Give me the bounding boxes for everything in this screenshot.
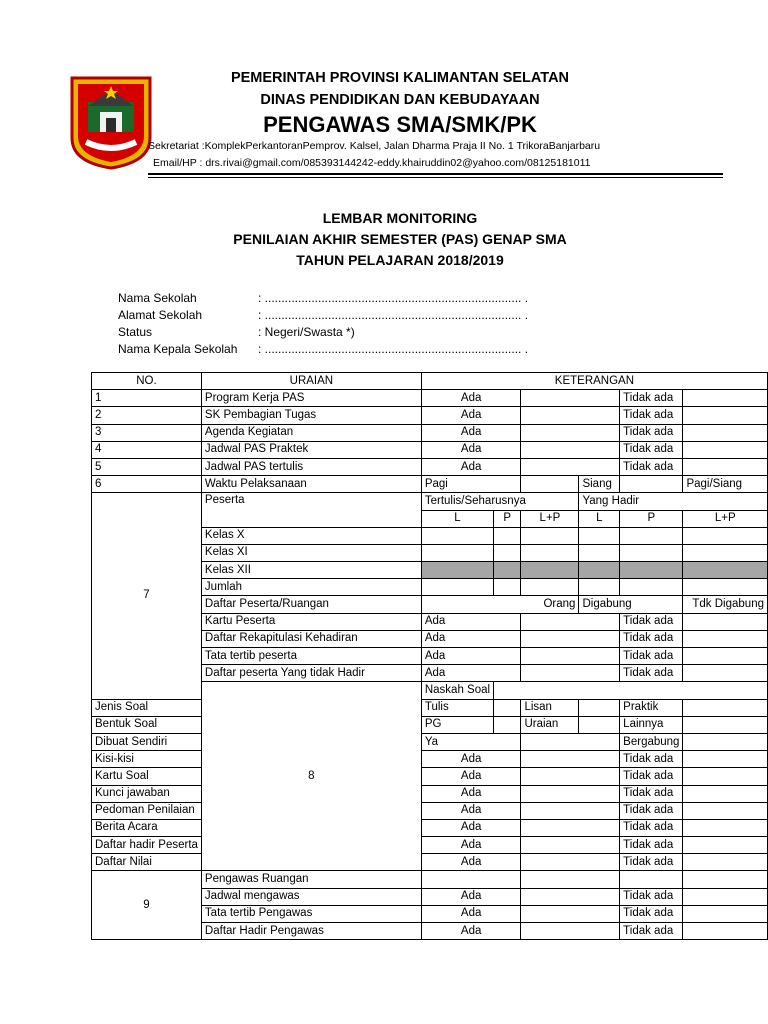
ada-cell: Ada (421, 751, 521, 768)
ada-cell: Ada (421, 905, 521, 922)
check-cell[interactable] (683, 837, 768, 854)
table-row (92, 819, 768, 836)
input-cell[interactable] (683, 527, 768, 544)
check-cell[interactable] (521, 751, 620, 768)
row-item: Kelas XI (201, 544, 421, 561)
info-row (118, 308, 528, 325)
table-row (92, 802, 768, 819)
row-item: SK Pembagian Tugas (201, 407, 421, 424)
praktik-cell: Praktik (620, 699, 683, 716)
row-item: Jadwal mengawas (201, 888, 421, 905)
ya-cell: Ya (421, 733, 521, 750)
check-cell[interactable] (521, 476, 579, 493)
tidak-ada-cell: Tidak ada (620, 458, 683, 475)
row-item: Berita Acara (92, 819, 202, 836)
tidak-ada-cell: Tidak ada (620, 390, 683, 407)
digabung-cell: Digabung (579, 596, 683, 613)
tidak-ada-cell: Tidak ada (620, 407, 683, 424)
row-no: 3 (92, 424, 202, 441)
row-no: 7 (92, 493, 202, 699)
tidak-ada-cell: Tidak ada (620, 768, 683, 785)
check-cell[interactable] (521, 785, 620, 802)
ada-cell: Ada (421, 819, 521, 836)
col-header-no: NO. (92, 373, 202, 390)
check-cell[interactable] (683, 648, 768, 665)
check-cell[interactable] (579, 699, 620, 716)
info-row (118, 325, 528, 342)
lp-header: L+P (683, 510, 768, 527)
check-cell[interactable] (521, 630, 620, 647)
table-row (92, 699, 768, 716)
table-row (92, 854, 768, 871)
tidak-ada-cell: Tidak ada (620, 819, 683, 836)
col-header-keterangan: KETERANGAN (421, 373, 767, 390)
row-item: Bentuk Soal (92, 716, 202, 733)
check-cell[interactable] (521, 648, 620, 665)
row-no: 5 (92, 458, 202, 475)
empty-cell (620, 871, 683, 888)
input-cell[interactable] (579, 579, 620, 596)
check-cell[interactable] (683, 751, 768, 768)
ada-cell: Ada (421, 458, 521, 475)
row-item: Program Kerja PAS (201, 390, 421, 407)
row-item: Jadwal PAS Praktek (201, 441, 421, 458)
tdk-digabung-cell: Tdk Digabung (683, 596, 768, 613)
check-cell[interactable] (683, 923, 768, 940)
monitoring-table (91, 372, 768, 940)
ada-cell: Ada (421, 390, 521, 407)
row-item: Jumlah (201, 579, 421, 596)
input-cell[interactable] (579, 527, 620, 544)
table-row (92, 441, 768, 458)
input-cell[interactable] (579, 544, 620, 561)
ada-cell: Ada (421, 441, 521, 458)
row-item: Daftar Nilai (92, 854, 202, 871)
row-item: Tata tertib peserta (201, 648, 421, 665)
input-cell[interactable] (620, 579, 683, 596)
disabled-cell (421, 562, 493, 579)
check-cell[interactable] (683, 390, 768, 407)
pagi-siang-cell: Pagi/Siang (683, 476, 768, 493)
tidak-ada-cell: Tidak ada (620, 923, 683, 940)
ada-cell: Ada (421, 802, 521, 819)
check-cell[interactable] (521, 390, 620, 407)
row-no: 2 (92, 407, 202, 424)
input-cell[interactable] (494, 579, 521, 596)
col-header-uraian: URAIAN (201, 373, 421, 390)
tidak-ada-cell: Tidak ada (620, 888, 683, 905)
check-cell[interactable] (521, 424, 620, 441)
table-row (92, 871, 768, 888)
row-item: Daftar Rekapitulasi Kehadiran (201, 630, 421, 647)
l-header: L (421, 510, 493, 527)
header-agency: DINAS PENDIDIKAN DAN KEBUDAYAAN (260, 92, 540, 108)
table-row (92, 837, 768, 854)
table-row (92, 716, 768, 733)
input-cell[interactable] (494, 544, 521, 561)
input-cell[interactable] (521, 527, 579, 544)
check-cell[interactable] (683, 802, 768, 819)
row-item: Jadwal PAS tertulis (201, 458, 421, 475)
doc-year: TAHUN PELAJARAN 2018/2019 (296, 252, 504, 268)
input-cell[interactable] (521, 544, 579, 561)
ada-cell: Ada (421, 665, 521, 682)
input-cell[interactable] (620, 527, 683, 544)
table-row (92, 751, 768, 768)
input-cell[interactable] (421, 579, 493, 596)
check-cell[interactable] (521, 458, 620, 475)
disabled-cell (494, 562, 521, 579)
check-cell[interactable] (521, 733, 620, 750)
row-no: 1 (92, 390, 202, 407)
row-item: Daftar Hadir Pengawas (201, 923, 421, 940)
row-item: Pengawas Ruangan (201, 871, 421, 888)
bergabung-cell: Bergabung (620, 733, 683, 750)
info-label: Nama Sekolah (118, 291, 197, 305)
row-item: Daftar peserta Yang tidak Hadir (201, 665, 421, 682)
school-info (118, 291, 528, 359)
check-cell[interactable] (683, 854, 768, 871)
doc-subtitle: PENILAIAN AKHIR SEMESTER (PAS) GENAP SMA (233, 231, 567, 247)
info-label: Alamat Sekolah (118, 308, 203, 322)
empty-cell (521, 871, 620, 888)
row-item: Waktu Pelaksanaan (201, 476, 421, 493)
row-item: Daftar hadir Peserta (92, 837, 202, 854)
row-no: 9 (92, 871, 202, 940)
table-row (92, 785, 768, 802)
row-item: Kartu Peserta (201, 613, 421, 630)
check-cell[interactable] (521, 613, 620, 630)
tidak-ada-cell: Tidak ada (620, 424, 683, 441)
tidak-ada-cell: Tidak ada (620, 630, 683, 647)
disabled-cell (521, 562, 579, 579)
empty-cell (421, 871, 521, 888)
input-cell[interactable] (521, 579, 579, 596)
check-cell[interactable] (683, 733, 768, 750)
tulis-cell: Tulis (421, 699, 493, 716)
check-cell[interactable] (683, 819, 768, 836)
row-item: Dibuat Sendiri (92, 733, 202, 750)
check-cell[interactable] (683, 768, 768, 785)
row-no: 4 (92, 441, 202, 458)
ada-cell: Ada (421, 613, 521, 630)
check-cell[interactable] (683, 699, 768, 716)
check-cell[interactable] (521, 837, 620, 854)
ada-cell: Ada (421, 888, 521, 905)
check-cell[interactable] (683, 630, 768, 647)
info-label: Nama Kepala Sekolah (118, 342, 238, 356)
row-item: Peserta (201, 493, 421, 527)
info-row (118, 291, 528, 308)
check-cell[interactable] (683, 785, 768, 802)
uraian-cell: Uraian (521, 716, 579, 733)
ada-cell: Ada (421, 837, 521, 854)
check-cell[interactable] (521, 923, 620, 940)
input-cell[interactable] (494, 527, 521, 544)
check-cell[interactable] (579, 716, 620, 733)
row-item: Kartu Soal (92, 768, 202, 785)
table-row (92, 476, 768, 493)
tidak-ada-cell: Tidak ada (620, 441, 683, 458)
tidak-ada-cell: Tidak ada (620, 785, 683, 802)
row-item: Tata tertib Pengawas (201, 905, 421, 922)
header-divider-thick (148, 173, 723, 175)
row-item: Kisi-kisi (92, 751, 202, 768)
check-cell[interactable] (494, 716, 521, 733)
ada-cell: Ada (421, 407, 521, 424)
lainnya-cell: Lainnya (620, 716, 683, 733)
ada-cell: Ada (421, 785, 521, 802)
table-row (92, 424, 768, 441)
ada-cell: Ada (421, 630, 521, 647)
header-government: PEMERINTAH PROVINSI KALIMANTAN SELATAN (230, 70, 570, 86)
info-value: : ............................................................................. . (258, 308, 529, 322)
check-cell[interactable] (494, 699, 521, 716)
check-cell[interactable] (521, 441, 620, 458)
table-row (92, 390, 768, 407)
tidak-ada-cell: Tidak ada (620, 905, 683, 922)
tidak-ada-cell: Tidak ada (620, 751, 683, 768)
info-value: : ............................................................................. . (258, 291, 529, 305)
check-cell[interactable] (521, 888, 620, 905)
empty-cell (683, 871, 768, 888)
table-row (92, 407, 768, 424)
pg-cell: PG (421, 716, 493, 733)
row-no: 6 (92, 476, 202, 493)
check-cell[interactable] (683, 888, 768, 905)
table-row (92, 733, 768, 750)
tidak-ada-cell: Tidak ada (620, 802, 683, 819)
table-row (92, 493, 768, 510)
empty-cell (494, 682, 768, 699)
check-cell[interactable] (683, 424, 768, 441)
tidak-ada-cell: Tidak ada (620, 665, 683, 682)
check-cell[interactable] (683, 407, 768, 424)
check-cell[interactable] (521, 768, 620, 785)
lp-header: L+P (521, 510, 579, 527)
check-cell[interactable] (521, 854, 620, 871)
input-cell[interactable] (683, 544, 768, 561)
table-row (92, 458, 768, 475)
check-cell[interactable] (620, 476, 683, 493)
orang-cell: Orang (421, 596, 579, 613)
check-cell[interactable] (683, 716, 768, 733)
row-item: Naskah Soal (421, 682, 493, 699)
table-header-row (92, 373, 768, 390)
check-cell[interactable] (521, 407, 620, 424)
check-cell[interactable] (683, 458, 768, 475)
check-cell[interactable] (683, 441, 768, 458)
check-cell[interactable] (521, 819, 620, 836)
header-contact: Email/HP : drs.rivai@gmail.com/085393144242-eddy.khairuddin02@yahoo.com/08125181011 (153, 157, 591, 169)
tidak-ada-cell: Tidak ada (620, 837, 683, 854)
tertulis-header: Tertulis/Seharusnya (421, 493, 579, 510)
tidak-ada-cell: Tidak ada (620, 613, 683, 630)
info-value: : ............................................................................. . (258, 342, 529, 356)
row-item: Pedoman Penilaian (92, 802, 202, 819)
ada-cell: Ada (421, 648, 521, 665)
provincial-logo (70, 76, 152, 170)
info-value: : Negeri/Swasta *) (258, 325, 355, 339)
input-cell[interactable] (620, 544, 683, 561)
ada-cell: Ada (421, 768, 521, 785)
tidak-ada-cell: Tidak ada (620, 854, 683, 871)
check-cell[interactable] (521, 665, 620, 682)
disabled-cell (579, 562, 620, 579)
input-cell[interactable] (683, 579, 768, 596)
check-cell[interactable] (683, 613, 768, 630)
hadir-header: Yang Hadir (579, 493, 768, 510)
check-cell[interactable] (683, 665, 768, 682)
header-address: Sekretariat :KomplekPerkantoranPemprov. Kalsel, Jalan Dharma Praja II No. 1 TrikoraBanjarbaru (148, 140, 601, 152)
tidak-ada-cell: Tidak ada (620, 648, 683, 665)
doc-title: LEMBAR MONITORING (322, 210, 478, 226)
ada-cell: Ada (421, 854, 521, 871)
ada-cell: Ada (421, 424, 521, 441)
lisan-cell: Lisan (521, 699, 579, 716)
header-divider-thin (148, 177, 723, 178)
info-row (118, 342, 528, 359)
row-item: Kelas X (201, 527, 421, 544)
check-cell[interactable] (521, 802, 620, 819)
row-no: 8 (201, 682, 421, 871)
pagi-cell: Pagi (421, 476, 521, 493)
siang-cell: Siang (579, 476, 620, 493)
row-item: Jenis Soal (92, 699, 202, 716)
check-cell[interactable] (683, 905, 768, 922)
row-item: Kelas XII (201, 562, 421, 579)
header-office: PENGAWAS SMA/SMK/PK (263, 112, 537, 137)
info-label: Status (118, 325, 153, 339)
row-item: Kunci jawaban (92, 785, 202, 802)
input-cell[interactable] (421, 544, 493, 561)
disabled-cell (620, 562, 683, 579)
p-header: P (620, 510, 683, 527)
check-cell[interactable] (521, 905, 620, 922)
input-cell[interactable] (421, 527, 493, 544)
row-item: Daftar Peserta/Ruangan (201, 596, 421, 613)
p-header: P (494, 510, 521, 527)
l-header: L (579, 510, 620, 527)
table-row (92, 768, 768, 785)
row-item: Agenda Kegiatan (201, 424, 421, 441)
disabled-cell (683, 562, 768, 579)
ada-cell: Ada (421, 923, 521, 940)
